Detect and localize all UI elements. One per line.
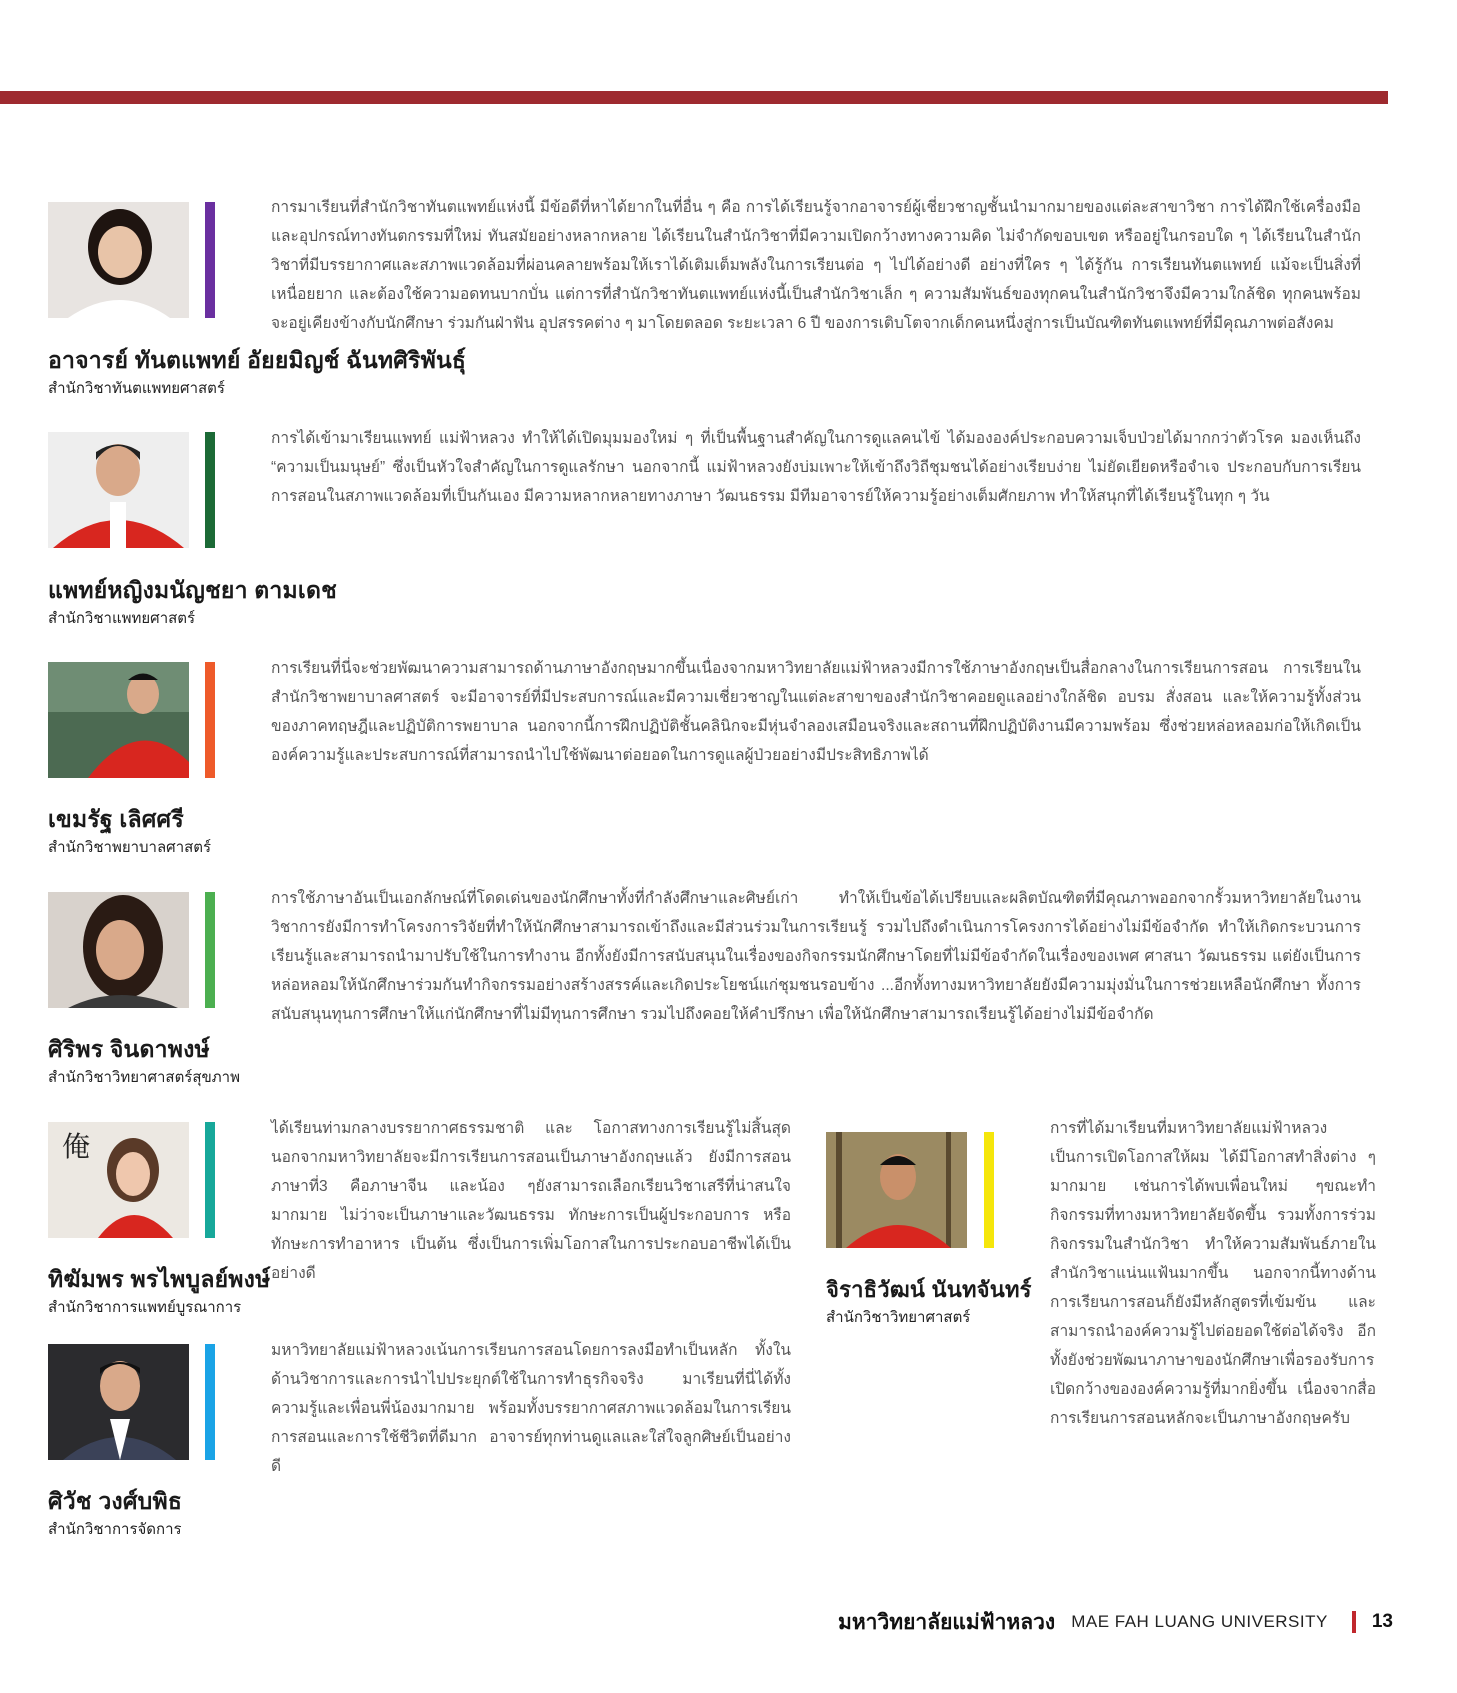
profile-school-3: สำนักวิชาพยาบาลศาสตร์ bbox=[48, 839, 212, 856]
page-number: 13 bbox=[1371, 1611, 1393, 1632]
top-banner-bar bbox=[0, 91, 1388, 104]
quote-6: มหาวิทยาลัยแม่ฟ้าหลวงเน้นการเรียนการสอนโดยการลงมือทำเป็นหลัก ทั้งในด้านวิชาการและการนำไปประยุกต์ใช้ในการทำธุรกิจจริง มาเรียนที่นี่ได้ทั้งความรู้และเพื่อนพี่น้องมากมาย พร้อมทั้งบรรยากาศสภาพแวดล้อมในการเรียนการสอนและการใช้ชีวิตที่ดีมาก อาจารย์ทุกท่านดูแลและใส่ใจลูกศิษย์เป็นอย่างดี bbox=[271, 1342, 791, 1475]
accent-bar-2 bbox=[205, 432, 215, 548]
footer-university-en: MAE FAH LUANG UNIVERSITY bbox=[1071, 1612, 1328, 1631]
profile-photo-3 bbox=[48, 662, 189, 778]
profile-school-2: สำนักวิชาแพทยศาสตร์ bbox=[48, 610, 196, 627]
profile-name-2: แพทย์หญิงมนัญชยา ตามเดช bbox=[48, 577, 337, 603]
footer-university-th: มหาวิทยาลัยแม่ฟ้าหลวง bbox=[838, 1610, 1056, 1634]
profile-photo-2 bbox=[48, 432, 189, 548]
profile-photo-6 bbox=[48, 1344, 189, 1460]
accent-bar-6 bbox=[205, 1344, 215, 1460]
profile-photo-5 bbox=[48, 1122, 189, 1238]
profile-name-7: จิราธิวัฒน์ นันทจันทร์ bbox=[826, 1277, 1032, 1302]
accent-bar-5 bbox=[205, 1122, 215, 1238]
profile-photo-4 bbox=[48, 892, 189, 1008]
quote-3: การเรียนที่นี่จะช่วยพัฒนาความสามารถด้านภาษาอังกฤษมากขึ้นเนื่องจากมหาวิทยาลัยแม่ฟ้าหลวงมีการใช้ภาษาอังกฤษเป็นสื่อกลางในการเรียนการสอน การเรียนในสำนักวิชาพยาบาลศาสตร์ จะมีอาจารย์ที่มีประสบการณ์และมีความเชี่ยวชาญในแต่ละสาขาของสำนักวิชาคอยดูแลอย่างใกล้ชิด อบรม สั่งสอน และให้ความรู้ทั้งส่วนของภาคทฤษฎีและปฏิบัติการพยาบาล นอกจากนี้การฝึกปฏิบัติชั้นคลินิกจะมีหุ่นจำลองเสมือนจริงและสถานที่ฝึกปฏิบัติงานมีความพร้อม ซึ่งช่วยหล่อหลอมก่อให้เกิดเป็นองค์ความรู้และประสบการณ์ที่สามารถนำไปใช้พัฒนาต่อยอดในการดูแลผู้ป่วยอย่างมีประสิทธิภาพได้ bbox=[271, 660, 1361, 764]
profile-name-3: เขมรัฐ เลิศศรี bbox=[48, 806, 184, 832]
profile-school-6: สำนักวิชาการจัดการ bbox=[48, 1521, 182, 1538]
svg-text:俺: 俺 bbox=[62, 1131, 91, 1162]
profile-name-4: ศิริพร จินดาพงษ์ bbox=[48, 1036, 210, 1062]
profile-photo-1 bbox=[48, 202, 189, 318]
quote-7: การที่ได้มาเรียนที่มหาวิทยาลัยแม่ฟ้าหลวง เป็นการเปิดโอกาสให้ผม ได้มีโอกาสทำสิ่งต่าง ๆ มากมาย เช่นการได้พบเพื่อนใหม่ ๆขณะทำกิจกรรมที่ทางมหาวิทยาลัยจัดขึ้น รวมทั้งการร่วมกิจกรรมในสำนักวิชา ทำให้ความสัมพันธ์ภายในสำนักวิชาแน่นแฟ้นมากขึ้น นอกจากนี้ทางด้านการเรียนการสอนก็ยังมีหลักสูตรที่เข้มข้น และสามารถนำองค์ความรู้ไปต่อยอดใช้ต่อได้จริง อีกทั้งยังช่วยพัฒนาภาษาของนักศึกษาเพื่อรองรับการเปิดกว้างขององค์ความรู้ที่มากยิ่งขึ้น เนื่องจากสื่อการเรียนการสอนหลักจะเป็นภาษาอังกฤษครับ bbox=[1050, 1120, 1376, 1427]
profile-school-4: สำนักวิชาวิทยาศาสตร์สุขภาพ bbox=[48, 1069, 240, 1086]
quote-1: การมาเรียนที่สำนักวิชาทันตแพทย์แห่งนี้ มีข้อดีที่หาได้ยากในที่อื่น ๆ คือ การได้เรียนรู้จากอาจารย์ผู้เชี่ยวชาญชั้นนำมากมายของแต่ละสาขาวิชา การได้ฝึกใช้เครื่องมือและอุปกรณ์ทางทันตกรรมที่ใหม่ ทันสมัยอย่างหลากหลาย ได้เรียนในสำนักวิชาที่มีความเปิดกว้างทางความคิด ไม่จำกัดขอบเขต หรืออยู่ในกรอบใด ๆ ได้เรียนในสำนักวิชาที่มีบรรยากาศและสภาพแวดล้อมที่ผ่อนคลายพร้อมให้เราได้เติมเต็มพลังในการเรียนต่อ ๆ ไปได้อย่างดี อย่างที่ใคร ๆ ได้รู้กัน การเรียนทันตแพทย์ แม้จะเป็นสิ่งที่เหนื่อยยาก และต้องใช้ความอดทนบากบั่น แต่การที่สำนักวิชาทันตแพทย์แห่งนี้เป็นสำนักวิชาเล็ก ๆ ความสัมพันธ์ของทุกคนในสำนักวิชาจึงมีความใกล้ชิด ทุกคนพร้อมจะอยู่เคียงข้างกับนักศึกษา ร่วมกันฝ่าฟัน อุปสรรคต่าง ๆ มาโดยตลอด ระยะเวลา 6 ปี ของการเติบโตจากเด็กคนหนึ่งสู่การเป็นบัณฑิตทันตแพทย์ที่มีคุณภาพต่อสังคม bbox=[271, 199, 1361, 332]
accent-bar-4 bbox=[205, 892, 215, 1008]
quote-2: การได้เข้ามาเรียนแพทย์ แม่ฟ้าหลวง ทำให้ได้เปิดมุมมองใหม่ ๆ ที่เป็นพื้นฐานสำคัญในการดูแลคนไข้ ได้มององค์ประกอบความเจ็บป่วยได้มากกว่าตัวโรค มองเห็นถึง “ความเป็นมนุษย์” ซึ่งเป็นหัวใจสำคัญในการดูแลรักษา นอกจากนี้ แม่ฟ้าหลวงยังบ่มเพาะให้เข้าถึงวิถีชุมชนได้อย่างเรียบง่าย ไม่ยัดเยียดหรือจำเจ ประกอบกับการเรียนการสอนในสภาพแวดล้อมที่เป็นกันเอง มีความหลากหลายทางภาษา วัฒนธรรม มีทีมอาจารย์ให้ความรู้อย่างเต็มศักยภาพ ทำให้สนุกที่ได้เรียนรู้ในทุก ๆ วัน bbox=[271, 430, 1361, 505]
quote-5: ได้เรียนท่ามกลางบรรยากาศธรรมชาติ และ โอกาสทางการเรียนรู้ไม่สิ้นสุด นอกจากมหาวิทยาลัยจะมีการเรียนการสอนเป็นภาษาอังกฤษแล้ว ยังมีการสอนภาษาที่3 คือภาษาจีน และน้อง ๆยังสามารถเลือกเรียนวิชาเสรีที่น่าสนใจมากมาย ไม่ว่าจะเป็นภาษาและวัฒนธรรม ทักษะการเป็นผู้ประกอบการ หรือ ทักษะการทำอาหาร เป็นต้น ซึ่งเป็นการเพิ่มโอกาสในการประกอบอาชีพได้เป็นอย่างดี bbox=[271, 1120, 791, 1282]
profile-name-1: อาจารย์ ทันตแพทย์ อัยยมิญช์ ฉันทศิริพันธุ์ bbox=[48, 347, 467, 373]
accent-bar-7 bbox=[984, 1132, 994, 1248]
profile-photo-7 bbox=[826, 1132, 967, 1248]
profile-school-1: สำนักวิชาทันตแพทยศาสตร์ bbox=[48, 380, 225, 397]
profile-school-7: สำนักวิชาวิทยาศาสตร์ bbox=[826, 1309, 971, 1326]
profile-school-5: สำนักวิชาการแพทย์บูรณาการ bbox=[48, 1299, 242, 1316]
footer-separator bbox=[1352, 1611, 1356, 1633]
quote-4: การใช้ภาษาอันเป็นเอกลักษณ์ที่โดดเด่นของนักศึกษาทั้งที่กำลังศึกษาและศิษย์เก่า ทำให้เป็นข้อได้เปรียบและผลิตบัณฑิตที่มีคุณภาพออกจากรั้วมหาวิทยาลัยในงานวิชาการยังมีการทำโครงการวิจัยที่ทำให้นักศึกษาสามารถเข้าถึงและมีส่วนร่วมในการเรียนรู้ รวมไปถึงดำเนินการโครงการได้อย่างไม่มีข้อจำกัด ทำให้เกิดกระบวนการเรียนรู้และสามารถนำมาปรับใช้ในการทำงาน อีกทั้งยังมีการสนับสนุนในเรื่องของกิจกรรมนักศึกษาโดยที่ไม่มีข้อจำกัดในเรื่องของเพศ ศาสนา วัฒนธรรม แต่ยังเป็นการหล่อหลอมให้นักศึกษาร่วมกันทำกิจกรรมอย่างสร้างสรรค์และเกิดประโยชน์แก่ชุมชนรอบข้าง ...อีกทั้งทางมหาวิทยาลัยยังมีความมุ่งมั่นในการช่วยเหลือนักศึกษา ทั้งการสนับสนุนทุนการศึกษาให้แก่นักศึกษาที่ไม่มีทุนการศึกษา รวมไปถึงคอยให้คำปรึกษา เพื่อให้นักศึกษาสามารถเรียนรู้ได้อย่างไม่มีข้อจำกัด bbox=[271, 890, 1361, 1023]
accent-bar-3 bbox=[205, 662, 215, 778]
accent-bar-1 bbox=[205, 202, 215, 318]
profile-name-6: ศิวัช วงศ์บพิธ bbox=[48, 1488, 183, 1514]
profile-name-5: ทิฆัมพร พรไพบูลย์พงษ์ bbox=[48, 1266, 271, 1292]
page-footer bbox=[838, 1607, 1393, 1637]
